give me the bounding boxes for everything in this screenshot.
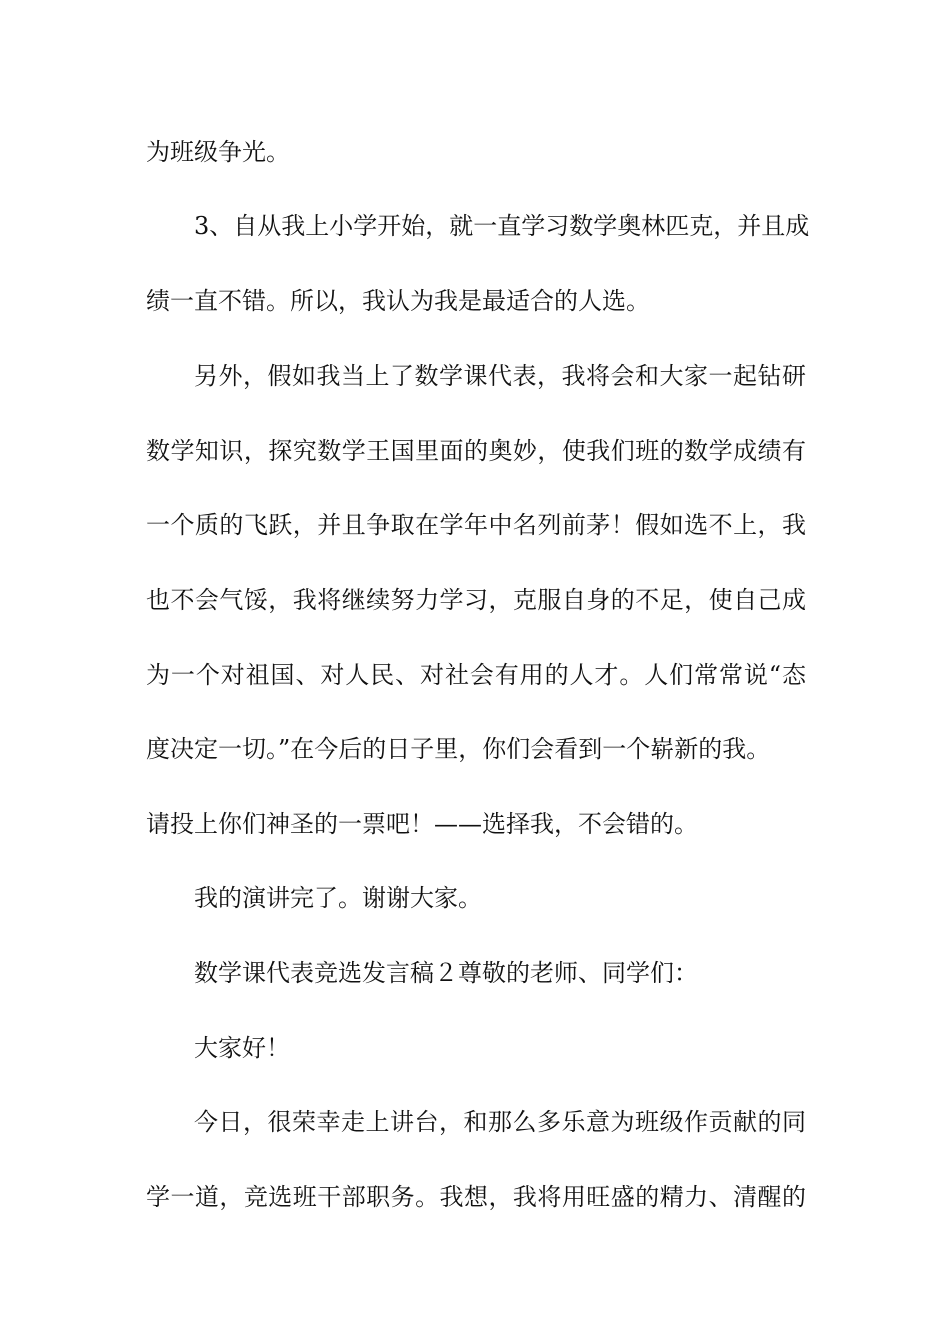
- text-line: 请投上你们神圣的一票吧！——选择我，不会错的。: [146, 810, 698, 838]
- text-line: 度决定一切。”在今后的日子里，你们会看到一个崭新的我。: [146, 735, 771, 763]
- text-line: 绩一直不错。所以，我认为我是最适合的人选。: [146, 287, 650, 315]
- text-line: 另外，假如我当上了数学课代表，我将会和大家一起钻研: [194, 362, 806, 390]
- text-line: 数学知识，探究数学王国里面的奥妙，使我们班的数学成绩有: [146, 437, 806, 465]
- text-line: 为班级争光。: [146, 138, 290, 166]
- text-line: 学一道，竞选班干部职务。我想，我将用旺盛的精力、清醒的: [146, 1183, 806, 1211]
- text-line: 为一个对祖国、对人民、对社会有用的人才。人们常常说“态: [146, 661, 806, 689]
- text-line: 3、自从我上小学开始，就一直学习数学奥林匹克，并且成: [194, 212, 810, 240]
- text-line: 也不会气馁，我将继续努力学习，克服自身的不足，使自己成: [146, 586, 806, 614]
- text-line: 今日，很荣幸走上讲台，和那么多乐意为班级作贡献的同: [194, 1108, 806, 1136]
- text-line: 我的演讲完了。谢谢大家。: [194, 884, 482, 912]
- text-line: 大家好！: [194, 1034, 290, 1062]
- text-line: 一个质的飞跃，并且争取在学年中名列前茅！假如选不上，我: [146, 511, 806, 539]
- text-line: 数学课代表竞选发言稿２尊敬的老师、同学们：: [194, 959, 698, 987]
